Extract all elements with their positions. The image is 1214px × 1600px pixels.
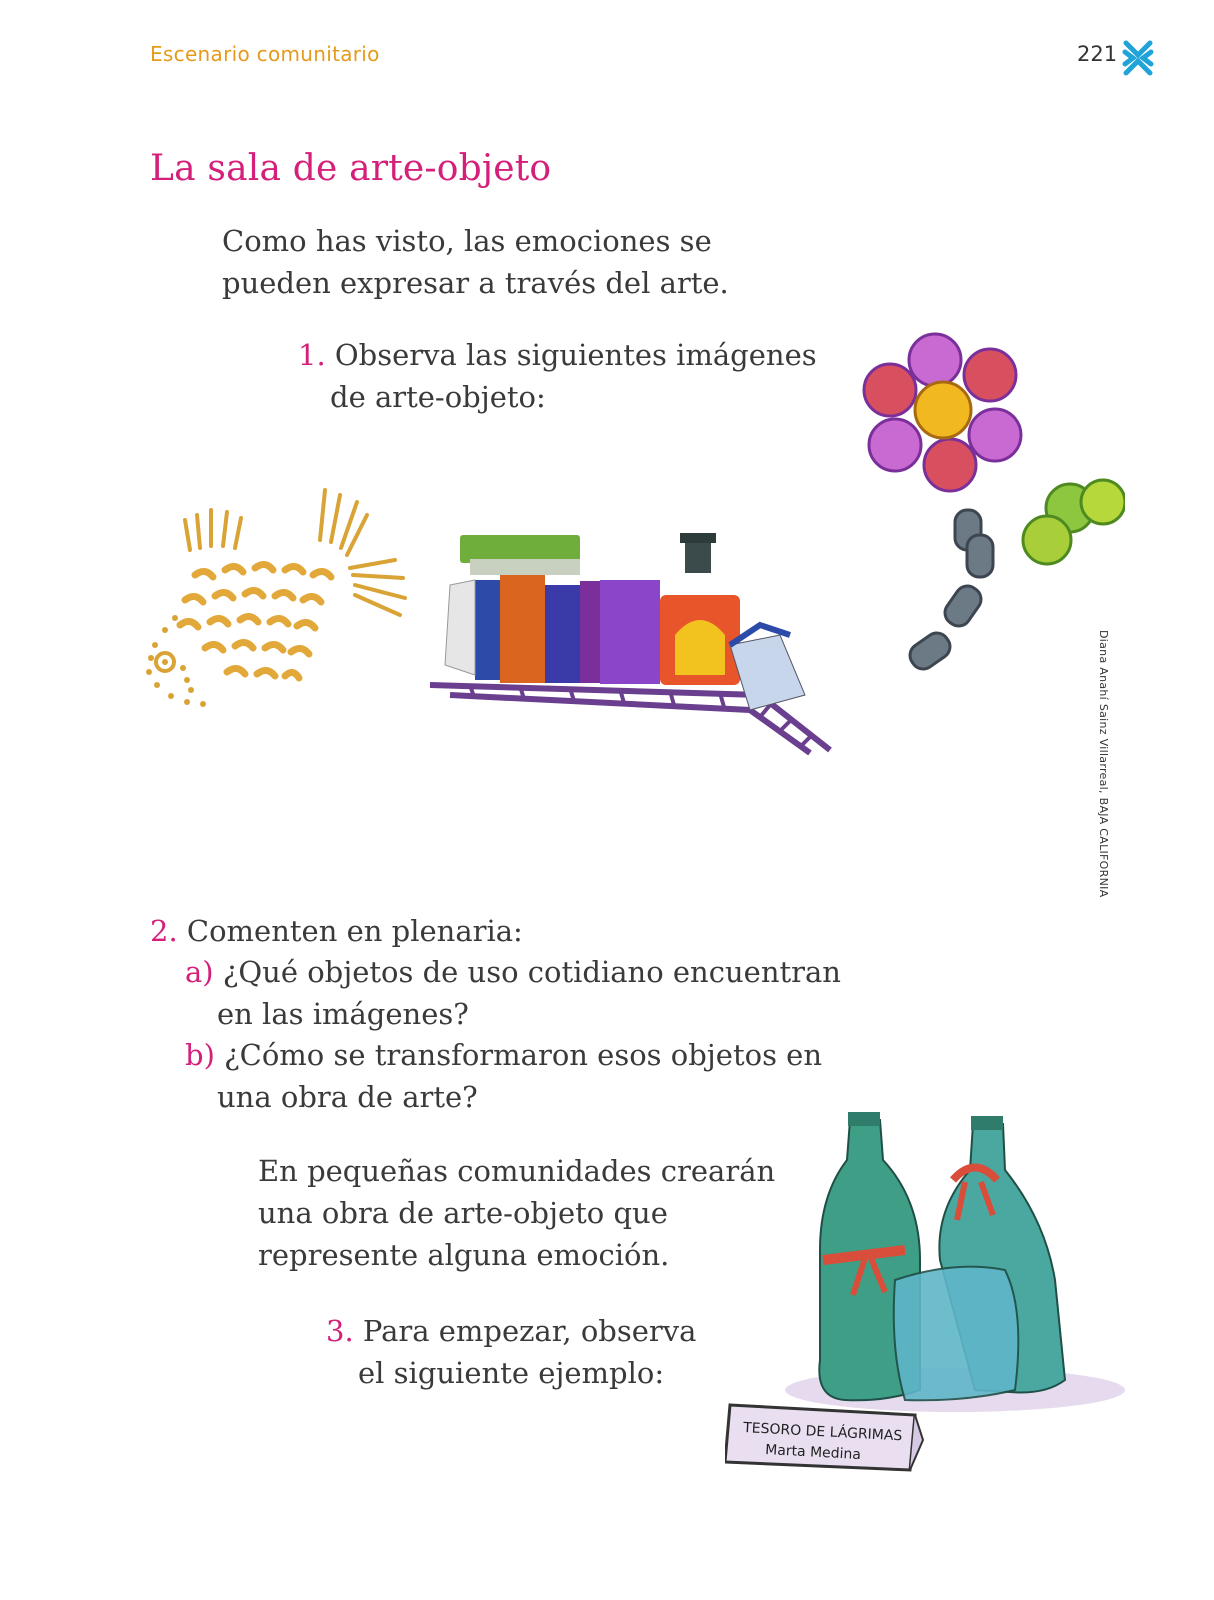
question-b bbox=[185, 1034, 822, 1118]
section-header: Escenario comunitario bbox=[150, 42, 380, 66]
instruction-text: Comenten en plenaria: bbox=[186, 914, 523, 948]
community-line: represente alguna emoción. bbox=[258, 1238, 670, 1272]
item-number: 1. bbox=[298, 338, 326, 372]
instruction-text: Observa las siguientes imágenes bbox=[334, 338, 817, 372]
image-credit: Diana Anahí Sainz Villarreal, BAJA CALIFORNIA bbox=[1097, 630, 1110, 898]
bottle-cap-flower-illustration bbox=[855, 330, 1125, 695]
question-label: b) bbox=[185, 1038, 215, 1072]
item-number: 2. bbox=[150, 914, 178, 948]
question-text: en las imágenes? bbox=[217, 997, 469, 1031]
plastic-bottles-illustration bbox=[725, 1110, 1125, 1480]
question-text: ¿Cómo se transformaron esos objetos en bbox=[224, 1038, 823, 1072]
community-paragraph bbox=[258, 1150, 775, 1276]
instruction-1 bbox=[298, 334, 817, 418]
community-line: En pequeñas comunidades crearán bbox=[258, 1154, 776, 1188]
artwork-sign-title: TESORO DE LÁGRIMAS bbox=[742, 1420, 903, 1445]
intro-line: pueden expresar a través del arte. bbox=[222, 266, 729, 300]
instruction-3 bbox=[326, 1310, 696, 1394]
question-text: ¿Qué objetos de uso cotidiano encuentran bbox=[222, 955, 841, 989]
intro-line: Como has visto, las emociones se bbox=[222, 224, 712, 258]
pasta-fish-illustration bbox=[135, 480, 415, 720]
question-a bbox=[185, 951, 841, 1035]
book-train-illustration bbox=[430, 525, 860, 755]
instruction-text: Para empezar, observa bbox=[362, 1314, 697, 1348]
item-number: 3. bbox=[326, 1314, 354, 1348]
question-text: una obra de arte? bbox=[217, 1080, 478, 1114]
question-label: a) bbox=[185, 955, 214, 989]
instruction-text: de arte-objeto: bbox=[330, 380, 546, 414]
artwork-sign-author: Marta Medina bbox=[764, 1442, 862, 1464]
page-title: La sala de arte-objeto bbox=[150, 148, 552, 189]
page-number: 221 bbox=[1077, 42, 1118, 66]
instruction-2 bbox=[150, 910, 523, 952]
community-line: una obra de arte-objeto que bbox=[258, 1196, 668, 1230]
instruction-text: el siguiente ejemplo: bbox=[358, 1356, 665, 1390]
intro-paragraph bbox=[222, 220, 729, 304]
logo-icon bbox=[1121, 38, 1155, 78]
